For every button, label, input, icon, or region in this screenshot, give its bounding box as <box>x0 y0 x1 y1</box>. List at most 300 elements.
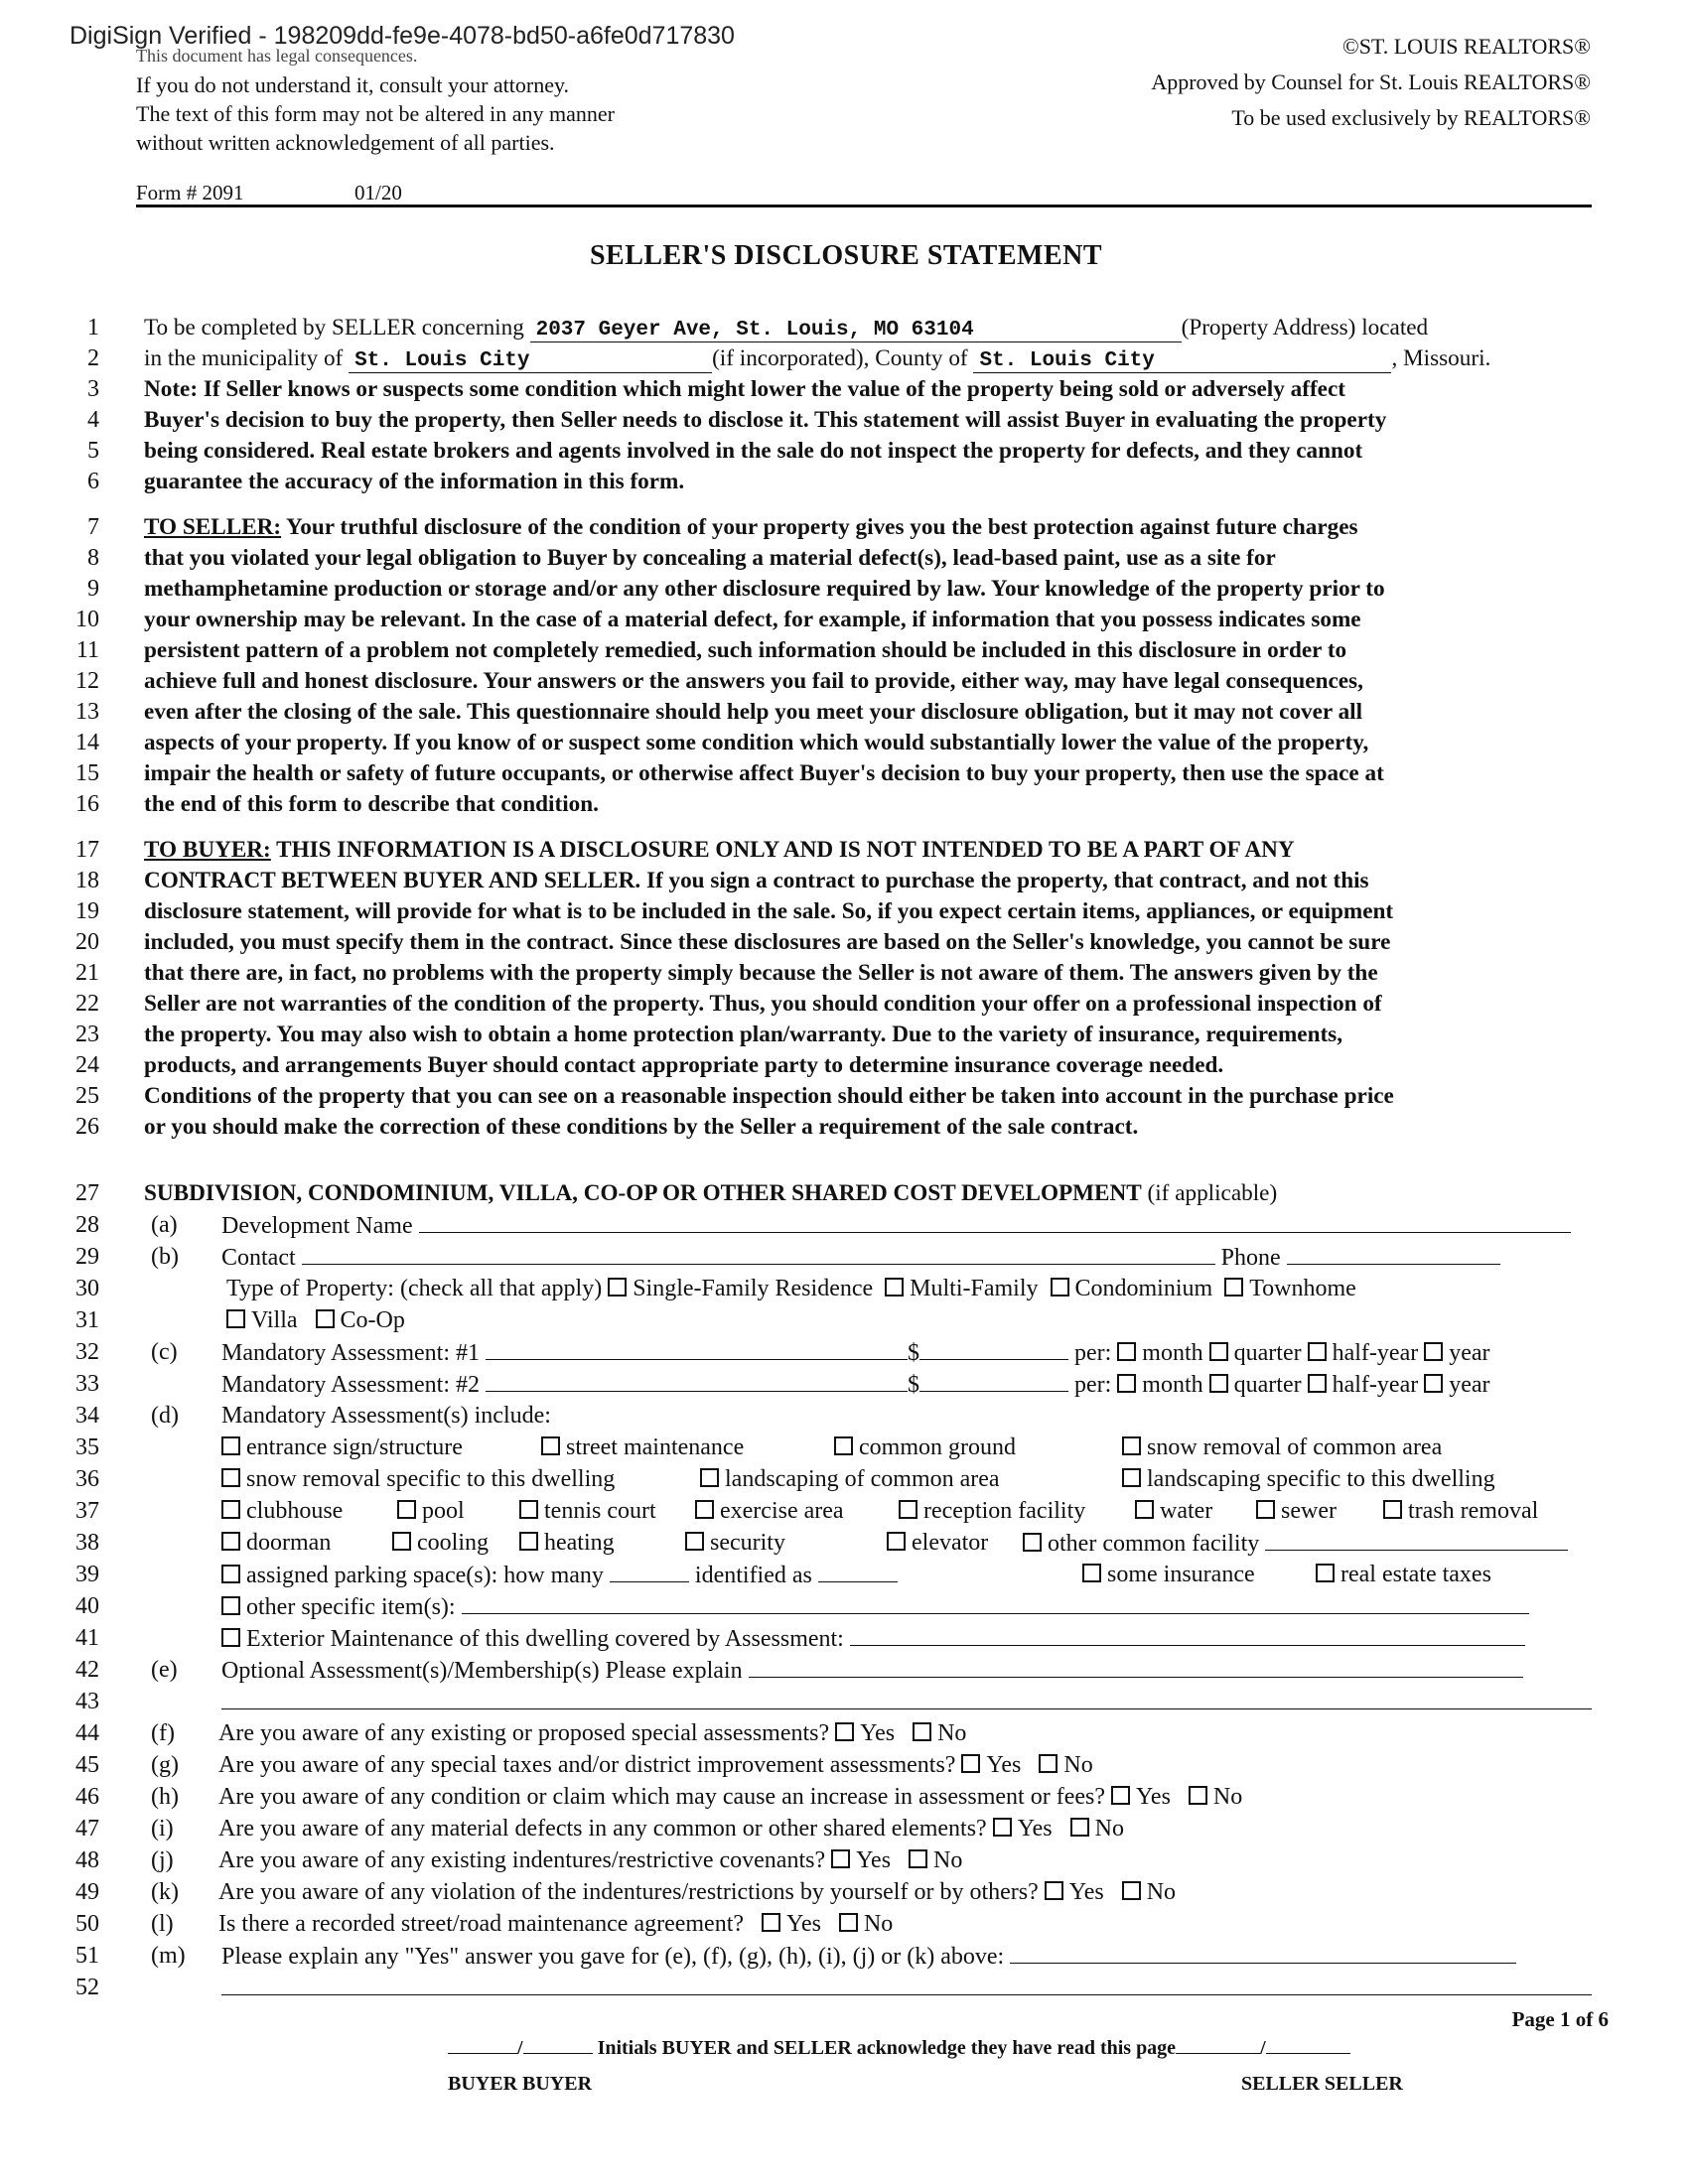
multi-family-checkbox[interactable] <box>885 1278 904 1297</box>
section-heading-note: (if applicable) <box>1141 1180 1278 1206</box>
line-number: 36 <box>75 1466 99 1492</box>
seller-labels: SELLER SELLER <box>1241 2073 1403 2095</box>
line-number: 42 <box>75 1657 99 1683</box>
item-label: doorman <box>246 1530 332 1556</box>
other-specific-items-field[interactable] <box>462 1593 1529 1614</box>
clubhouse-checkbox[interactable] <box>221 1500 240 1519</box>
to-buyer-line <box>144 837 1594 864</box>
to-buyer-line: Seller are not warranties of the condition of the property. Thus, you should condition your offer on a professional inspection of <box>144 991 1382 1017</box>
year-checkbox[interactable] <box>1424 1342 1443 1361</box>
assessment-items-row <box>221 1593 1529 1621</box>
assessment-1-amount[interactable] <box>919 1339 1068 1360</box>
no-checkbox[interactable] <box>1039 1754 1058 1773</box>
property-address-field[interactable]: 2037 Geyer Ave, St. Louis, MO 63104 <box>530 319 1182 342</box>
continuation-row <box>221 1689 1592 1716</box>
dollar-sign: $ <box>907 1340 919 1366</box>
yes-checkbox[interactable] <box>993 1818 1012 1837</box>
assessment-1-row <box>221 1339 1490 1367</box>
item-letter: (h) <box>151 1784 179 1810</box>
legal-notice-line: The text of this form may not be altered in any manner <box>136 101 616 126</box>
item-label: snow removal specific to this dwelling <box>246 1466 616 1492</box>
single-family-checkbox[interactable] <box>608 1278 627 1297</box>
to-seller-line: even after the closing of the sale. This questionnaire should help you meet your disclosure obligation, but it may not cover all <box>144 699 1363 725</box>
item-label: elevator <box>912 1530 989 1556</box>
line-number: 32 <box>75 1339 99 1365</box>
half-year-checkbox[interactable] <box>1308 1374 1327 1393</box>
line-number: 11 <box>75 637 99 663</box>
phone-label: Phone <box>1220 1245 1281 1271</box>
common-ground-checkbox[interactable] <box>834 1436 853 1455</box>
townhome-checkbox[interactable] <box>1224 1278 1243 1297</box>
intro-line-2 <box>144 345 1594 373</box>
assessment-items-row <box>221 1562 898 1589</box>
assessment-items-row <box>887 1530 988 1557</box>
line-number: 17 <box>75 837 99 863</box>
assessment-items-row <box>392 1530 489 1557</box>
assessment-include-label: Mandatory Assessment(s) include: <box>221 1403 551 1429</box>
line-number: 46 <box>75 1784 99 1810</box>
to-buyer-line: Conditions of the property that you can see on a reasonable inspection should either be taken into account in the purchase price <box>144 1083 1394 1109</box>
question-row <box>218 1879 1176 1906</box>
question-text: Are you aware of any violation of the indentures/restrictions by yourself or by others? <box>218 1879 1039 1905</box>
note-line: Buyer's decision to buy the property, then Seller needs to disclose it. This statement will assist Buyer in evaluating the property <box>144 407 1387 433</box>
to-seller-line: that you violated your legal obligation to Buyer by concealing a material defect(s), lead-based paint, use as a site for <box>144 545 1276 571</box>
parking-identified-field[interactable] <box>818 1562 898 1582</box>
contact-field[interactable] <box>302 1244 1215 1265</box>
question-text: Are you aware of any condition or claim which may cause an increase in assessment or fees? <box>218 1784 1105 1810</box>
yes-checkbox[interactable] <box>831 1849 850 1868</box>
period-label: quarter <box>1233 1340 1302 1366</box>
to-seller-line: aspects of your property. If you know of or suspect some condition which would substantially lower the value of the property, <box>144 730 1369 755</box>
buyer-initial-field[interactable] <box>523 2037 593 2054</box>
assessment-items-row <box>834 1434 1016 1461</box>
to-seller-line: your ownership may be relevant. In the case of a material defect, for example, if information that you possess indicates some <box>144 607 1361 632</box>
assessment-items-row <box>700 1466 1000 1493</box>
item-label: landscaping of common area <box>725 1466 1000 1492</box>
legal-notice-line: without written acknowledgement of all parties. <box>136 130 555 155</box>
item-label: some insurance <box>1107 1562 1255 1587</box>
villa-checkbox[interactable] <box>226 1309 245 1328</box>
no-label: No <box>1212 1784 1243 1810</box>
form-number: Form # 2091 <box>136 181 244 205</box>
assessment-items-row <box>1135 1498 1212 1525</box>
line-number: 26 <box>75 1114 99 1140</box>
item-label: common ground <box>859 1434 1016 1460</box>
yes-label: Yes <box>786 1911 821 1937</box>
period-label: year <box>1449 1372 1490 1398</box>
line-number: 51 <box>75 1943 99 1969</box>
no-checkbox[interactable] <box>1122 1881 1141 1900</box>
development-name-label: Development Name <box>221 1213 413 1239</box>
line-number: 21 <box>75 960 99 986</box>
line-number: 20 <box>75 929 99 955</box>
development-name-field[interactable] <box>419 1212 1571 1233</box>
cooling-checkbox[interactable] <box>392 1532 411 1551</box>
item-label: other specific item(s): <box>246 1594 456 1620</box>
property-type-row-2 <box>226 1307 405 1334</box>
line-number: 25 <box>75 1083 99 1109</box>
assessment-items-row <box>1316 1562 1491 1588</box>
assessment-2-label: Mandatory Assessment: #2 <box>221 1372 480 1398</box>
some-insurance-checkbox[interactable] <box>1082 1564 1101 1582</box>
intro-line-1 <box>144 315 1594 342</box>
period-label: year <box>1449 1340 1490 1366</box>
assessment-items-row <box>899 1498 1085 1525</box>
question-text: Are you aware of any existing indentures/restrictive covenants? <box>218 1847 826 1873</box>
sewer-checkbox[interactable] <box>1256 1500 1275 1519</box>
item-label: trash removal <box>1408 1498 1539 1524</box>
question-row <box>218 1816 1124 1843</box>
doorman-checkbox[interactable] <box>221 1532 240 1551</box>
optional-assessment-field[interactable] <box>749 1657 1523 1678</box>
no-checkbox[interactable] <box>839 1913 858 1932</box>
continuation-field[interactable] <box>221 1975 1592 1995</box>
line-number: 45 <box>75 1752 99 1778</box>
to-buyer-line: or you should make the correction of these conditions by the Seller a requirement of the sale contract. <box>144 1114 1139 1140</box>
assessment-items-row <box>221 1625 1525 1653</box>
item-letter: (f) <box>151 1720 175 1746</box>
yes-checkbox[interactable] <box>961 1754 980 1773</box>
section-heading <box>144 1180 1594 1207</box>
line-number: 24 <box>75 1052 99 1078</box>
assessment-items-row <box>1256 1498 1337 1525</box>
dollar-sign: $ <box>907 1372 919 1398</box>
quarter-checkbox[interactable] <box>1209 1374 1228 1393</box>
county-field[interactable]: St. Louis City <box>973 349 1391 373</box>
tennis-court-checkbox[interactable] <box>519 1500 538 1519</box>
period-label: quarter <box>1233 1372 1302 1398</box>
line-number: 4 <box>87 407 99 433</box>
buyer-initial-field[interactable] <box>448 2037 517 2054</box>
assessment-items-row <box>1082 1562 1255 1588</box>
yes-checkbox[interactable] <box>1111 1786 1130 1805</box>
period-label: half-year <box>1332 1372 1419 1398</box>
pool-checkbox[interactable] <box>397 1500 416 1519</box>
header-rule <box>136 205 1592 207</box>
real-estate-taxes-checkbox[interactable] <box>1316 1564 1335 1582</box>
item-letter: (j) <box>151 1847 174 1873</box>
digisign-banner: DigiSign Verified - 198209dd-fe9e-4078-bd50-a6fe0d717830 <box>70 22 735 50</box>
page-title: SELLER'S DISCLOSURE STATEMENT <box>589 240 1103 271</box>
assessment-items-row <box>221 1434 463 1461</box>
item-label: Exterior Maintenance of this dwelling covered by Assessment: <box>246 1626 844 1652</box>
to-seller-line: persistent pattern of a problem not completely remedied, such information should be included in this disclosure in order to <box>144 637 1347 663</box>
assessment-items-row <box>221 1498 343 1525</box>
trash-removal-checkbox[interactable] <box>1383 1500 1402 1519</box>
assessment-items-row <box>221 1466 615 1493</box>
assessment-items-row <box>695 1498 844 1525</box>
item-letter: (g) <box>151 1752 179 1778</box>
to-buyer-line: disclosure statement, will provide for what is to be included in the sale. So, if you expect certain items, appliances, or equipment <box>144 898 1394 924</box>
assessment-items-row <box>221 1530 331 1557</box>
no-label: No <box>937 1720 967 1746</box>
yes-label: Yes <box>1068 1879 1104 1905</box>
form-date: 01/20 <box>354 181 402 205</box>
exterior-maintenance-field[interactable] <box>850 1625 1525 1646</box>
assessment-items-row <box>519 1530 615 1557</box>
line-number: 52 <box>75 1975 99 2000</box>
item-letter: (a) <box>151 1212 178 1238</box>
security-checkbox[interactable] <box>685 1532 704 1551</box>
to-seller-line: the end of this form to describe that condition. <box>144 791 599 817</box>
assessment-items-row <box>519 1498 656 1525</box>
other-specific-items-checkbox[interactable] <box>221 1596 240 1615</box>
period-label: month <box>1142 1372 1203 1398</box>
assessment-1-field[interactable] <box>486 1339 908 1360</box>
yes-label: Yes <box>986 1752 1022 1778</box>
exterior-maintenance-checkbox[interactable] <box>221 1628 240 1647</box>
line-number: 9 <box>87 576 99 602</box>
intro-text: (if incorporated), County of <box>712 345 974 371</box>
item-label: clubhouse <box>246 1498 344 1524</box>
line-number: 40 <box>75 1593 99 1619</box>
to-seller-heading: TO SELLER: <box>144 514 282 540</box>
item-letter: (b) <box>151 1244 179 1270</box>
item-label: street maintenance <box>566 1434 745 1460</box>
yes-label: Yes <box>856 1847 892 1873</box>
assessment-items-row <box>1122 1434 1442 1461</box>
item-letter: (l) <box>151 1911 174 1937</box>
property-type-label: Type of Property: (check all that apply) <box>226 1276 603 1301</box>
item-label: security <box>710 1530 785 1556</box>
line-number: 13 <box>75 699 99 725</box>
snow-removal-dwelling-checkbox[interactable] <box>221 1468 240 1487</box>
approval-line: Approved by Counsel for St. Louis REALTORS® <box>1151 69 1591 94</box>
per-label: per: <box>1073 1340 1112 1366</box>
month-checkbox[interactable] <box>1117 1374 1136 1393</box>
period-label: month <box>1142 1340 1203 1366</box>
heating-checkbox[interactable] <box>519 1532 538 1551</box>
exercise-area-checkbox[interactable] <box>695 1500 714 1519</box>
half-year-checkbox[interactable] <box>1308 1342 1327 1361</box>
intro-text: , Missouri. <box>1391 345 1491 371</box>
legal-notice-line: This document has legal consequences. <box>136 46 418 66</box>
buyer-labels: BUYER BUYER <box>448 2073 593 2095</box>
yes-checkbox[interactable] <box>762 1913 780 1932</box>
question-text: Are you aware of any existing or proposed special assessments? <box>218 1720 830 1746</box>
question-row <box>218 1720 966 1747</box>
condominium-checkbox[interactable] <box>1051 1278 1069 1297</box>
seller-initial-field[interactable] <box>1176 2037 1260 2054</box>
line-number: 10 <box>75 607 99 632</box>
item-label: pool <box>422 1498 465 1524</box>
to-seller-line: methamphetamine production or storage and/or any other disclosure required by law. Your knowledge of the property prior to <box>144 576 1385 602</box>
to-buyer-heading: TO BUYER: <box>144 837 271 863</box>
to-buyer-line: that there are, in fact, no problems with the property simply because the Seller is not aware of them. The answers given by the <box>144 960 1378 986</box>
other-common-facility-checkbox[interactable] <box>1023 1533 1042 1552</box>
assessment-items-row <box>1383 1498 1538 1525</box>
line-number: 33 <box>75 1371 99 1397</box>
intro-text: To be completed by SELLER concerning <box>144 315 530 341</box>
question-row <box>218 1847 962 1874</box>
year-checkbox[interactable] <box>1424 1374 1443 1393</box>
yes-checkbox[interactable] <box>835 1722 854 1741</box>
line-number: 44 <box>75 1720 99 1746</box>
property-type-row <box>226 1276 1356 1302</box>
line-number: 48 <box>75 1847 99 1873</box>
copyright-line: ©ST. LOUIS REALTORS® <box>1341 34 1591 59</box>
page-number: Page 1 of 6 <box>1511 2007 1609 2031</box>
line-number: 15 <box>75 760 99 786</box>
water-checkbox[interactable] <box>1135 1500 1154 1519</box>
to-seller-line: impair the health or safety of future occupants, or otherwise affect Buyer's decision to buy your property, then use the space at <box>144 760 1384 786</box>
initials-text: Initials BUYER and SELLER acknowledge they have read this page <box>597 2037 1177 2059</box>
option-label: Single-Family Residence <box>633 1276 874 1301</box>
no-checkbox[interactable] <box>1189 1786 1207 1805</box>
to-buyer-text: THIS INFORMATION IS A DISCLOSURE ONLY AND IS NOT INTENDED TO BE A PART OF ANY <box>270 837 1295 863</box>
street-maintenance-checkbox[interactable] <box>541 1436 560 1455</box>
month-checkbox[interactable] <box>1117 1342 1136 1361</box>
option-label: Villa <box>251 1307 298 1333</box>
explain-field[interactable] <box>1010 1943 1516 1964</box>
no-label: No <box>1063 1752 1093 1778</box>
intro-text: in the municipality of <box>144 345 350 371</box>
no-checkbox[interactable] <box>913 1722 931 1741</box>
assessment-items-row <box>1122 1466 1495 1493</box>
assessment-items-row <box>541 1434 744 1461</box>
yes-label: Yes <box>1017 1816 1053 1842</box>
line-number: 16 <box>75 791 99 817</box>
explain-label: Please explain any "Yes" answer you gave for (e), (f), (g), (h), (i), (j) or (k) above: <box>221 1944 1005 1970</box>
assessment-2-amount[interactable] <box>919 1371 1068 1392</box>
optional-assessment-row <box>221 1657 1523 1685</box>
no-label: No <box>1094 1816 1124 1842</box>
seller-initial-field[interactable] <box>1266 2037 1350 2054</box>
line-number: 49 <box>75 1879 99 1905</box>
assessment-items-row <box>685 1530 785 1557</box>
assessment-items-row <box>397 1498 465 1525</box>
to-buyer-line: CONTRACT BETWEEN BUYER AND SELLER. If you sign a contract to purchase the property, that contract, and not this <box>144 868 1369 893</box>
line-number: 41 <box>75 1625 99 1651</box>
line-number: 2 <box>87 345 99 371</box>
usage-line: To be used exclusively by REALTORS® <box>1231 105 1591 130</box>
to-seller-line: achieve full and honest disclosure. Your answers or the answers you fail to provide, either way, may have legal consequences, <box>144 668 1363 694</box>
question-row <box>218 1911 893 1938</box>
snow-removal-common-checkbox[interactable] <box>1122 1436 1141 1455</box>
question-text: Are you aware of any material defects in any common or other shared elements? <box>218 1816 987 1842</box>
item-letter: (c) <box>151 1339 178 1365</box>
other-common-facility-field[interactable] <box>1265 1530 1568 1551</box>
entrance-sign-checkbox[interactable] <box>221 1436 240 1455</box>
option-label: Townhome <box>1249 1276 1356 1301</box>
reception-facility-checkbox[interactable] <box>899 1500 917 1519</box>
question-row <box>218 1784 1242 1811</box>
line-number: 7 <box>87 514 99 540</box>
quarter-checkbox[interactable] <box>1209 1342 1228 1361</box>
development-name-row <box>221 1212 1571 1240</box>
item-label: real estate taxes <box>1340 1562 1491 1587</box>
yes-label: Yes <box>1136 1784 1171 1810</box>
line-number: 6 <box>87 469 99 494</box>
item-label: tennis court <box>544 1498 656 1524</box>
line-number: 35 <box>75 1434 99 1460</box>
note-line: being considered. Real estate brokers and agents involved in the sale do not inspect the property for defects, and they cannot <box>144 438 1363 464</box>
line-number: 50 <box>75 1911 99 1937</box>
intro-text: (Property Address) located <box>1181 315 1429 341</box>
yes-label: Yes <box>860 1720 896 1746</box>
line-number: 43 <box>75 1689 99 1714</box>
slash: / <box>1260 2037 1266 2059</box>
assessment-2-field[interactable] <box>486 1371 908 1392</box>
note-line: Note: If Seller knows or suspects some condition which might lower the value of the property being sold or adversely affect <box>144 376 1345 402</box>
no-checkbox[interactable] <box>1070 1818 1089 1837</box>
option-label: Condominium <box>1074 1276 1213 1301</box>
section-heading-text: SUBDIVISION, CONDOMINIUM, VILLA, CO-OP OR OTHER SHARED COST DEVELOPMENT <box>144 1180 1142 1206</box>
line-number: 38 <box>75 1530 99 1556</box>
explain-row <box>221 1943 1516 1971</box>
no-label: No <box>863 1911 894 1937</box>
landscaping-dwelling-checkbox[interactable] <box>1122 1468 1141 1487</box>
line-number: 3 <box>87 376 99 402</box>
item-label: heating <box>544 1530 615 1556</box>
question-text: Are you aware of any special taxes and/or district improvement assessments? <box>218 1752 956 1778</box>
assessment-1-label: Mandatory Assessment: #1 <box>221 1340 480 1366</box>
item-label: cooling <box>417 1530 489 1556</box>
note-line: guarantee the accuracy of the information in this form. <box>144 469 685 494</box>
contact-row <box>221 1244 1500 1272</box>
question-text: Is there a recorded street/road maintenance agreement? <box>218 1911 745 1937</box>
municipality-field[interactable]: St. Louis City <box>349 349 712 373</box>
no-label: No <box>933 1847 963 1873</box>
item-label: sewer <box>1281 1498 1337 1524</box>
yes-checkbox[interactable] <box>1045 1881 1063 1900</box>
landscaping-common-checkbox[interactable] <box>700 1468 719 1487</box>
no-checkbox[interactable] <box>909 1849 927 1868</box>
elevator-checkbox[interactable] <box>887 1532 906 1551</box>
to-seller-text: Your truthful disclosure of the condition of your property gives you the best protection against future charges <box>281 514 1358 540</box>
line-number: 23 <box>75 1022 99 1047</box>
item-letter: (m) <box>151 1943 186 1969</box>
continuation-row <box>221 1975 1592 2002</box>
line-number: 39 <box>75 1562 99 1587</box>
line-number: 29 <box>75 1244 99 1270</box>
contact-label: Contact <box>221 1245 296 1271</box>
line-number: 1 <box>87 315 99 341</box>
line-number: 37 <box>75 1498 99 1524</box>
line-number: 22 <box>75 991 99 1017</box>
to-seller-line <box>144 514 1594 541</box>
option-label: Co-Op <box>340 1307 405 1333</box>
parking-count-field[interactable] <box>610 1562 689 1582</box>
initials-line <box>448 2037 1350 2060</box>
to-buyer-line: products, and arrangements Buyer should contact appropriate party to determine insurance coverage needed. <box>144 1052 1224 1078</box>
item-letter: (d) <box>151 1403 179 1429</box>
optional-assessment-label: Optional Assessment(s)/Membership(s) Please explain <box>221 1658 743 1684</box>
item-letter: (i) <box>151 1816 174 1842</box>
item-label: water <box>1160 1498 1213 1524</box>
continuation-field[interactable] <box>221 1689 1592 1709</box>
item-label: assigned parking space(s): how many <box>246 1563 604 1588</box>
item-label: exercise area <box>720 1498 844 1524</box>
to-buyer-line: the property. You may also wish to obtain a home protection plan/warranty. Due to the variety of insurance, requirements, <box>144 1022 1343 1047</box>
co-op-checkbox[interactable] <box>316 1309 335 1328</box>
line-number: 19 <box>75 898 99 924</box>
to-buyer-line: included, you must specify them in the contract. Since these disclosures are based on the Seller's knowledge, you cannot be sure <box>144 929 1391 955</box>
assessment-2-row <box>221 1371 1490 1399</box>
line-number: 30 <box>75 1276 99 1301</box>
item-letter: (k) <box>151 1879 179 1905</box>
legal-notice-line: If you do not understand it, consult your attorney. <box>136 72 570 97</box>
item-label: reception facility <box>923 1498 1086 1524</box>
item-label: landscaping specific to this dwelling <box>1147 1466 1495 1492</box>
line-number: 18 <box>75 868 99 893</box>
option-label: Multi-Family <box>910 1276 1039 1301</box>
assigned-parking-checkbox[interactable] <box>221 1565 240 1583</box>
item-label: entrance sign/structure <box>246 1434 463 1460</box>
phone-field[interactable] <box>1287 1244 1500 1265</box>
assessment-items-row <box>1023 1530 1568 1558</box>
line-number: 8 <box>87 545 99 571</box>
